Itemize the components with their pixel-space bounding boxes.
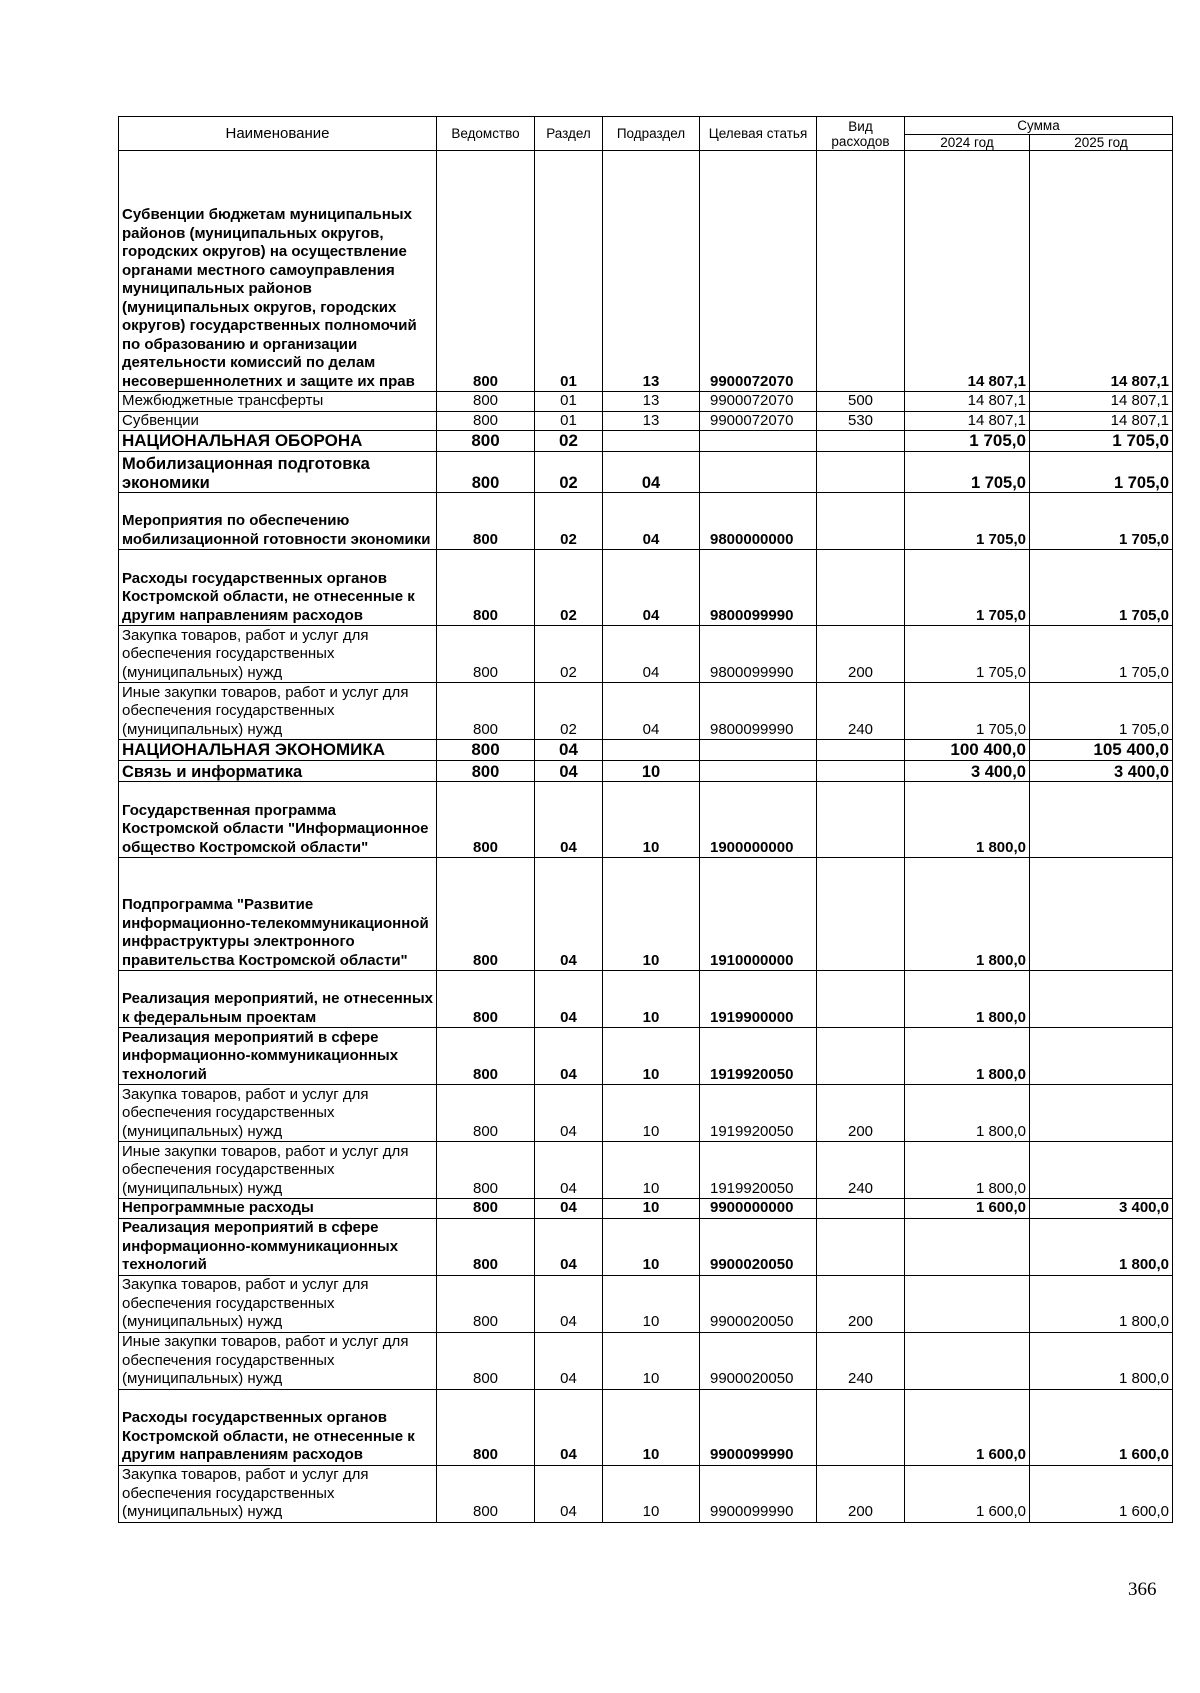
cell-kind — [817, 151, 905, 392]
cell-kind — [817, 782, 905, 858]
cell-name: Субвенции — [119, 411, 437, 431]
cell-subsection: 10 — [603, 1028, 700, 1085]
cell-subsection: 10 — [603, 1085, 700, 1142]
cell-name: Закупка товаров, работ и услуг для обеспечения государственных (муниципальных) нужд — [119, 1085, 437, 1142]
cell-section: 04 — [535, 1085, 603, 1142]
cell-target: 1900000000 — [700, 782, 817, 858]
cell-section: 04 — [535, 971, 603, 1028]
cell-subsection: 10 — [603, 971, 700, 1028]
cell-2025: 1 800,0 — [1030, 1275, 1173, 1332]
cell-name: Мобилизационная подготовка экономики — [119, 452, 437, 493]
table-row — [119, 761, 1173, 782]
cell-2025 — [1030, 1085, 1173, 1142]
cell-name: Реализация мероприятий в сфере информационно-коммуникационных технологий — [119, 1218, 437, 1275]
cell-subsection: 04 — [603, 683, 700, 740]
table-row — [119, 740, 1173, 761]
cell-target: 9900020050 — [700, 1218, 817, 1275]
header-kind: Вид расходов — [817, 117, 905, 151]
cell-section: 04 — [535, 740, 603, 761]
cell-target: 1919920050 — [700, 1085, 817, 1142]
cell-name: Закупка товаров, работ и услуг для обеспечения государственных (муниципальных) нужд — [119, 1465, 437, 1522]
cell-subsection: 04 — [603, 550, 700, 626]
cell-kind — [817, 1028, 905, 1085]
cell-target — [700, 740, 817, 761]
cell-dept: 800 — [437, 1199, 535, 1219]
table-body — [119, 151, 1173, 1523]
cell-2024: 14 807,1 — [905, 392, 1030, 412]
cell-2025 — [1030, 1028, 1173, 1085]
budget-table — [118, 116, 1173, 1523]
cell-2025: 1 705,0 — [1030, 626, 1173, 683]
cell-subsection — [603, 431, 700, 452]
cell-subsection: 10 — [603, 1389, 700, 1465]
cell-2024: 1 705,0 — [905, 431, 1030, 452]
cell-2024 — [905, 1275, 1030, 1332]
cell-name: Закупка товаров, работ и услуг для обеспечения государственных (муниципальных) нужд — [119, 626, 437, 683]
cell-kind: 500 — [817, 392, 905, 412]
cell-kind — [817, 1218, 905, 1275]
cell-2025: 14 807,1 — [1030, 392, 1173, 412]
cell-section: 04 — [535, 1275, 603, 1332]
cell-target: 9800000000 — [700, 493, 817, 550]
cell-subsection: 04 — [603, 452, 700, 493]
cell-section: 04 — [535, 782, 603, 858]
cell-name: Иные закупки товаров, работ и услуг для обеспечения государственных (муниципальных) нужд — [119, 1142, 437, 1199]
cell-section: 02 — [535, 452, 603, 493]
cell-2025: 1 705,0 — [1030, 452, 1173, 493]
cell-target: 9900020050 — [700, 1332, 817, 1389]
cell-dept: 800 — [437, 683, 535, 740]
cell-subsection: 10 — [603, 858, 700, 971]
cell-2025: 1 800,0 — [1030, 1332, 1173, 1389]
cell-2024: 1 705,0 — [905, 493, 1030, 550]
cell-2025: 1 705,0 — [1030, 493, 1173, 550]
cell-subsection: 10 — [603, 761, 700, 782]
cell-2025: 1 600,0 — [1030, 1465, 1173, 1522]
table-row — [119, 683, 1173, 740]
table-row — [119, 858, 1173, 971]
cell-name: Иные закупки товаров, работ и услуг для обеспечения государственных (муниципальных) нужд — [119, 683, 437, 740]
cell-target: 9900072070 — [700, 392, 817, 412]
cell-section: 02 — [535, 431, 603, 452]
cell-section: 01 — [535, 392, 603, 412]
cell-subsection: 10 — [603, 1465, 700, 1522]
table-row — [119, 431, 1173, 452]
cell-dept: 800 — [437, 761, 535, 782]
cell-2024: 1 705,0 — [905, 550, 1030, 626]
cell-dept: 800 — [437, 971, 535, 1028]
cell-section: 02 — [535, 683, 603, 740]
cell-kind: 200 — [817, 1085, 905, 1142]
table-row — [119, 151, 1173, 392]
cell-target: 9800099990 — [700, 683, 817, 740]
cell-2024: 1 800,0 — [905, 1142, 1030, 1199]
page-number: 366 — [1128, 1579, 1157, 1600]
cell-2025: 14 807,1 — [1030, 151, 1173, 392]
table-row — [119, 1465, 1173, 1522]
cell-name: Государственная программа Костромской области "Информационное общество Костромской области" — [119, 782, 437, 858]
cell-section: 04 — [535, 761, 603, 782]
cell-2025 — [1030, 782, 1173, 858]
header-name: Наименование — [119, 117, 437, 151]
cell-kind — [817, 452, 905, 493]
cell-dept: 800 — [437, 740, 535, 761]
cell-subsection: 04 — [603, 626, 700, 683]
cell-kind: 240 — [817, 1332, 905, 1389]
cell-kind: 530 — [817, 411, 905, 431]
cell-dept: 800 — [437, 151, 535, 392]
cell-subsection: 13 — [603, 392, 700, 412]
cell-target — [700, 452, 817, 493]
cell-2024: 1 800,0 — [905, 858, 1030, 971]
cell-section: 04 — [535, 858, 603, 971]
cell-dept: 800 — [437, 1389, 535, 1465]
cell-2025: 1 600,0 — [1030, 1389, 1173, 1465]
table-row — [119, 493, 1173, 550]
cell-target — [700, 431, 817, 452]
cell-kind — [817, 493, 905, 550]
cell-target: 1919920050 — [700, 1028, 817, 1085]
cell-subsection: 10 — [603, 1218, 700, 1275]
cell-name: Иные закупки товаров, работ и услуг для обеспечения государственных (муниципальных) нужд — [119, 1332, 437, 1389]
table-row — [119, 626, 1173, 683]
cell-dept: 800 — [437, 626, 535, 683]
cell-dept: 800 — [437, 1028, 535, 1085]
cell-name: Закупка товаров, работ и услуг для обеспечения государственных (муниципальных) нужд — [119, 1275, 437, 1332]
cell-2024 — [905, 1332, 1030, 1389]
table-row — [119, 1218, 1173, 1275]
table-row — [119, 971, 1173, 1028]
table-row — [119, 452, 1173, 493]
cell-section: 02 — [535, 626, 603, 683]
cell-2025 — [1030, 858, 1173, 971]
table-row — [119, 411, 1173, 431]
cell-dept: 800 — [437, 550, 535, 626]
cell-2024: 1 705,0 — [905, 683, 1030, 740]
cell-2025: 1 800,0 — [1030, 1218, 1173, 1275]
cell-section: 02 — [535, 550, 603, 626]
cell-2024: 1 600,0 — [905, 1389, 1030, 1465]
cell-2025: 3 400,0 — [1030, 1199, 1173, 1219]
header-subsection: Подраздел — [603, 117, 700, 151]
cell-kind — [817, 761, 905, 782]
header-section: Раздел — [535, 117, 603, 151]
cell-dept: 800 — [437, 411, 535, 431]
cell-section: 02 — [535, 493, 603, 550]
cell-target: 9900072070 — [700, 151, 817, 392]
cell-section: 04 — [535, 1218, 603, 1275]
cell-2024: 14 807,1 — [905, 411, 1030, 431]
cell-2024: 1 800,0 — [905, 1085, 1030, 1142]
cell-name: Подпрограмма "Развитие информационно-телекоммуникационной инфраструктуры электронного правительства Костромской области" — [119, 858, 437, 971]
cell-kind — [817, 1389, 905, 1465]
cell-subsection — [603, 740, 700, 761]
cell-2025 — [1030, 1142, 1173, 1199]
cell-subsection: 13 — [603, 411, 700, 431]
cell-target: 1910000000 — [700, 858, 817, 971]
cell-2024: 1 800,0 — [905, 1028, 1030, 1085]
table-row — [119, 1199, 1173, 1219]
cell-section: 04 — [535, 1332, 603, 1389]
cell-section: 04 — [535, 1389, 603, 1465]
cell-kind: 200 — [817, 1275, 905, 1332]
cell-2025: 3 400,0 — [1030, 761, 1173, 782]
cell-kind — [817, 740, 905, 761]
cell-2024 — [905, 1218, 1030, 1275]
cell-name: Реализация мероприятий, не отнесенных к федеральным проектам — [119, 971, 437, 1028]
cell-2025 — [1030, 971, 1173, 1028]
cell-2025: 1 705,0 — [1030, 431, 1173, 452]
cell-subsection: 10 — [603, 1199, 700, 1219]
cell-section: 04 — [535, 1199, 603, 1219]
cell-2024: 100 400,0 — [905, 740, 1030, 761]
cell-target: 9800099990 — [700, 550, 817, 626]
cell-name: Расходы государственных органов Костромской области, не отнесенные к другим направлениям расходов — [119, 1389, 437, 1465]
cell-dept: 800 — [437, 1085, 535, 1142]
table-row — [119, 782, 1173, 858]
cell-dept: 800 — [437, 858, 535, 971]
cell-2025: 14 807,1 — [1030, 411, 1173, 431]
header-sum: Сумма — [905, 117, 1173, 135]
cell-target: 9900072070 — [700, 411, 817, 431]
cell-2024: 14 807,1 — [905, 151, 1030, 392]
cell-dept: 800 — [437, 431, 535, 452]
cell-2024: 1 705,0 — [905, 626, 1030, 683]
table-row — [119, 1028, 1173, 1085]
cell-dept: 800 — [437, 1332, 535, 1389]
cell-dept: 800 — [437, 1465, 535, 1522]
table-row — [119, 392, 1173, 412]
cell-2024: 1 600,0 — [905, 1465, 1030, 1522]
cell-kind: 240 — [817, 1142, 905, 1199]
cell-section: 01 — [535, 151, 603, 392]
cell-dept: 800 — [437, 1218, 535, 1275]
cell-2025: 1 705,0 — [1030, 550, 1173, 626]
cell-dept: 800 — [437, 493, 535, 550]
cell-kind — [817, 1199, 905, 1219]
header-2025: 2025 год — [1030, 135, 1173, 151]
table-row — [119, 1085, 1173, 1142]
cell-2024: 3 400,0 — [905, 761, 1030, 782]
cell-subsection: 10 — [603, 1275, 700, 1332]
cell-subsection: 10 — [603, 782, 700, 858]
cell-section: 04 — [535, 1028, 603, 1085]
cell-name: Субвенции бюджетам муниципальных районов (муниципальных округов, городских округов) на осуществление органами местного самоуправления муниципальных районов (муниципальных округов, городских округов) государственных полномочий по образованию и организации деятельности комиссий по делам несовершеннолетних и защите их прав — [119, 151, 437, 392]
cell-target: 9900099990 — [700, 1465, 817, 1522]
cell-dept: 800 — [437, 1275, 535, 1332]
cell-2024: 1 705,0 — [905, 452, 1030, 493]
table-row — [119, 1142, 1173, 1199]
cell-2025: 105 400,0 — [1030, 740, 1173, 761]
cell-kind: 200 — [817, 626, 905, 683]
cell-2024: 1 800,0 — [905, 971, 1030, 1028]
cell-kind — [817, 431, 905, 452]
cell-name: Межбюджетные трансферты — [119, 392, 437, 412]
table-row — [119, 550, 1173, 626]
cell-subsection: 10 — [603, 1142, 700, 1199]
cell-target: 9800099990 — [700, 626, 817, 683]
cell-target: 9900099990 — [700, 1389, 817, 1465]
header-2024: 2024 год — [905, 135, 1030, 151]
cell-target — [700, 761, 817, 782]
cell-dept: 800 — [437, 782, 535, 858]
cell-kind: 200 — [817, 1465, 905, 1522]
cell-kind — [817, 858, 905, 971]
header-dept: Ведомство — [437, 117, 535, 151]
cell-dept: 800 — [437, 392, 535, 412]
cell-2024: 1 800,0 — [905, 782, 1030, 858]
cell-name: Реализация мероприятий в сфере информационно-коммуникационных технологий — [119, 1028, 437, 1085]
cell-name: Мероприятия по обеспечению мобилизационной готовности экономики — [119, 493, 437, 550]
cell-subsection: 04 — [603, 493, 700, 550]
cell-section: 04 — [535, 1142, 603, 1199]
header-target: Целевая статья — [700, 117, 817, 151]
cell-target: 1919900000 — [700, 971, 817, 1028]
cell-section: 01 — [535, 411, 603, 431]
cell-target: 1919920050 — [700, 1142, 817, 1199]
cell-kind — [817, 971, 905, 1028]
cell-target: 9900020050 — [700, 1275, 817, 1332]
cell-name: НАЦИОНАЛЬНАЯ ОБОРОНА — [119, 431, 437, 452]
table-row — [119, 1389, 1173, 1465]
table-row — [119, 1275, 1173, 1332]
table-row — [119, 1332, 1173, 1389]
cell-name: Связь и информатика — [119, 761, 437, 782]
cell-2025: 1 705,0 — [1030, 683, 1173, 740]
cell-kind: 240 — [817, 683, 905, 740]
cell-subsection: 10 — [603, 1332, 700, 1389]
cell-name: Непрограммные расходы — [119, 1199, 437, 1219]
cell-target: 9900000000 — [700, 1199, 817, 1219]
cell-name: НАЦИОНАЛЬНАЯ ЭКОНОМИКА — [119, 740, 437, 761]
cell-2024: 1 600,0 — [905, 1199, 1030, 1219]
cell-section: 04 — [535, 1465, 603, 1522]
cell-dept: 800 — [437, 1142, 535, 1199]
cell-name: Расходы государственных органов Костромской области, не отнесенные к другим направлениям расходов — [119, 550, 437, 626]
cell-kind — [817, 550, 905, 626]
cell-subsection: 13 — [603, 151, 700, 392]
cell-dept: 800 — [437, 452, 535, 493]
